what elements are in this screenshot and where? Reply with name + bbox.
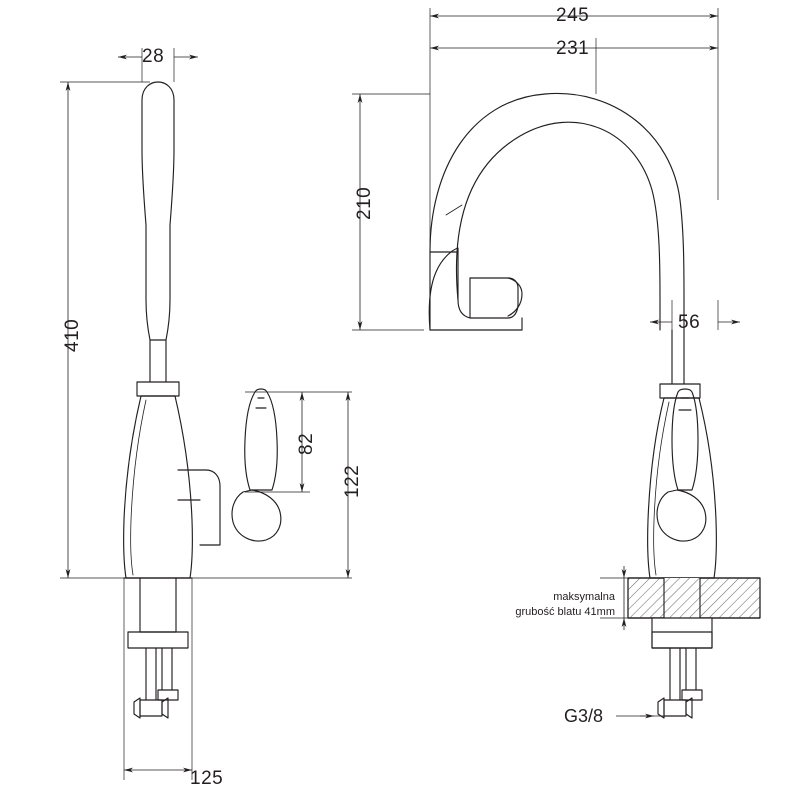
dimension-125-label: 125 <box>190 768 224 789</box>
extension-lines <box>60 8 718 780</box>
counter-thickness-note-line2: grubość blatu 41mm <box>515 606 615 618</box>
dimension-56-label: 56 <box>678 312 701 333</box>
dimension-245-label: 245 <box>556 5 590 26</box>
left-view-faucet-outline <box>124 82 281 718</box>
right-view-faucet-outline <box>429 93 760 718</box>
counter-thickness-note-line1: maksymalna <box>553 591 615 603</box>
dimension-lines <box>68 16 740 770</box>
dimension-122-label: 122 <box>342 464 363 498</box>
dimension-28-label: 28 <box>142 46 165 67</box>
thread-spec-label: G3/8 <box>564 706 604 726</box>
dimension-410-label: 410 <box>62 318 83 352</box>
dimension-82-label: 82 <box>296 432 317 455</box>
counter-thickness-note <box>450 590 615 620</box>
dimension-210-label: 210 <box>354 186 375 220</box>
dimension-231-label: 231 <box>556 38 590 59</box>
